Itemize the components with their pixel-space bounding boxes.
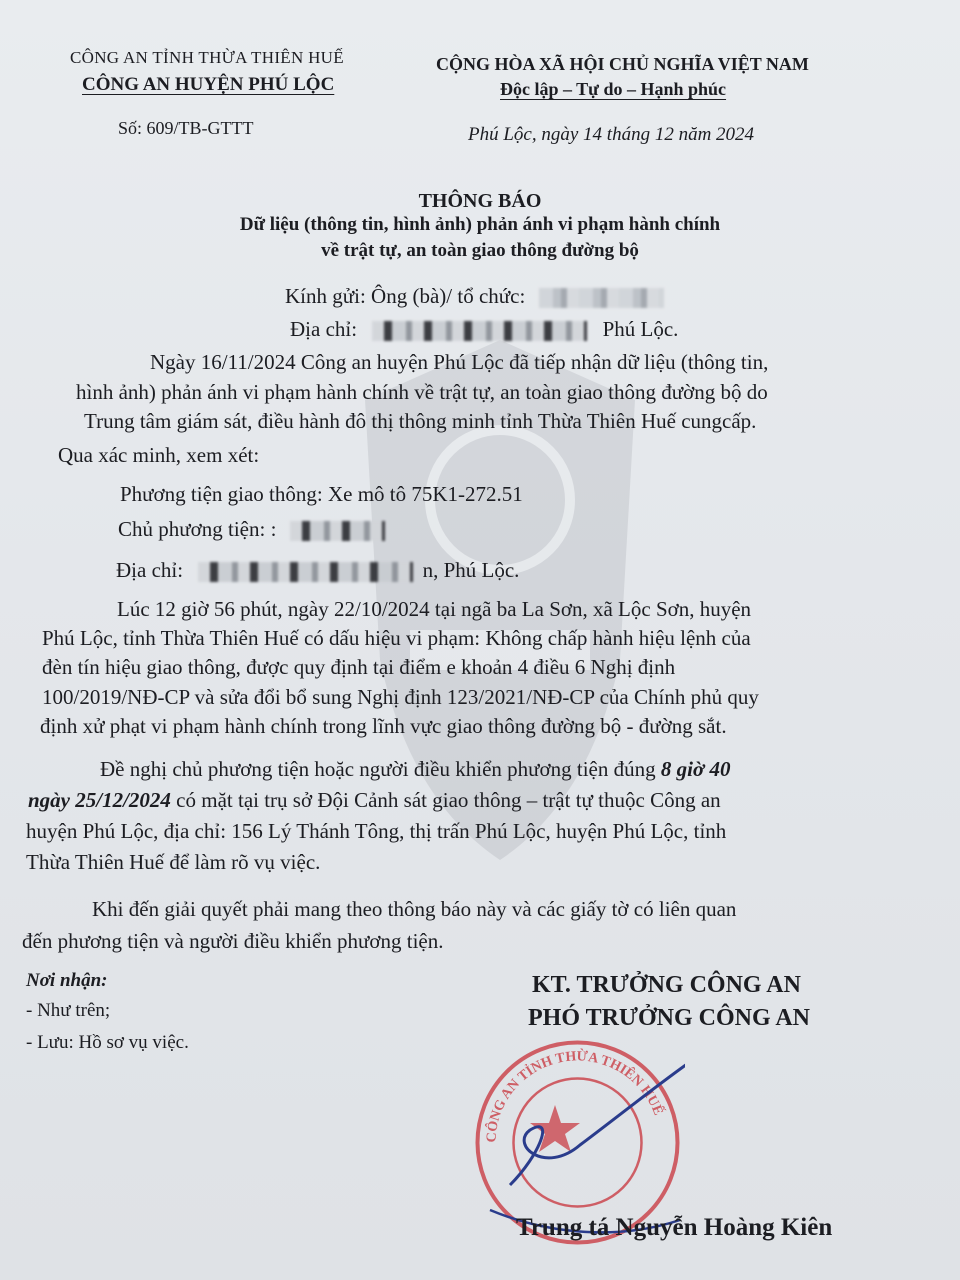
redacted-owner-address [198,562,413,582]
receiver-item-1: - Như trên; [26,1000,111,1021]
para2-line3: đèn tín hiệu giao thông, được quy định tại điểm e khoản 4 điều 6 Nghị định [42,655,676,679]
signer-name: Trung tá Nguyễn Hoàng Kiên [516,1214,833,1241]
seal-text: CÔNG AN TỈNH THỪA THIÊN HUẾ [484,1049,666,1143]
owner-line [118,517,385,542]
para2-line1: Lúc 12 giờ 56 phút, ngày 22/10/2024 tại ngã ba La Sơn, xã Lộc Sơn, huyện [117,597,752,621]
para3-line2 [28,788,721,813]
para4-line1: Khi đến giải quyết phải mang theo thông báo này và các giấy tờ có liên quan [92,897,737,921]
receiver-item-2: - Lưu: Hồ sơ vụ việc. [26,1032,189,1053]
para3-line3: huyện Phú Lộc, địa chỉ: 156 Lý Thánh Tông, thị trấn Phú Lộc, huyện Phú Lộc, tỉnh [26,819,727,843]
para2-line2: Phú Lộc, tỉnh Thừa Thiên Huế có dấu hiệu vi phạm: Không chấp hành hiệu lệnh của [42,626,751,650]
vehicle-line: Phương tiện giao thông: Xe mô tô 75K1-272.51 [120,482,523,506]
recipient-address-line [290,317,678,342]
para3-line1-text: Đề nghị chủ phương tiện hoặc người điều khiển phương tiện đúng [100,757,661,781]
para1-line3: Trung tâm giám sát, điều hành đô thị thông minh tỉnh Thừa Thiên Huế cungcấp. [84,409,757,433]
para1-line2: hình ảnh) phản ánh vi phạm hành chính về trật tự, an toàn giao thông đường bộ do [76,380,768,404]
appointment-time: 8 giờ 40 [660,757,731,781]
recipient-label: Kính gửi: Ông (bà)/ tổ chức: [285,284,526,308]
agency-line-1: CÔNG AN TỈNH THỪA THIÊN HUẾ [70,48,344,67]
redacted-recipient [539,288,664,308]
signature-title-2: PHÓ TRƯỞNG CÔNG AN [528,1005,811,1031]
nation-title: CỘNG HÒA XÃ HỘI CHỦ NGHĨA VIỆT NAM [436,54,809,74]
place-date: Phú Lộc, ngày 14 tháng 12 năm 2024 [468,124,755,145]
para3-line1 [100,757,730,782]
para4-line2: đến phương tiện và người điều khiển phương tiện. [22,929,444,953]
appointment-date: ngày 25/12/2024 [28,788,171,812]
verify-label: Qua xác minh, xem xét: [58,443,260,467]
document-subtitle-2: về trật tự, an toàn giao thông đường bộ [321,240,639,261]
redacted-owner [290,521,385,541]
para2-line5: định xử phạt vi phạm hành chính trong lĩnh vực giao thông đường bộ - đường sắt. [40,714,727,738]
owner-address-suffix: n, Phú Lộc. [422,558,520,582]
receivers-heading: Nơi nhận: [26,970,108,991]
agency-line-2: CÔNG AN HUYỆN PHÚ LỘC [82,74,335,95]
document-subtitle-1: Dữ liệu (thông tin, hình ảnh) phản ánh vi phạm hành chính [239,214,721,235]
para2-line4: 100/2019/NĐ-CP và sửa đổi bổ sung Nghị định 123/2021/NĐ-CP của Chính phủ quy [42,685,759,709]
signature-title-1: KT. TRƯỞNG CÔNG AN [532,972,801,998]
owner-address-line [116,558,519,583]
nation-motto: Độc lập – Tự do – Hạnh phúc [500,79,727,99]
recipient-address-suffix: Phú Lộc. [602,317,679,341]
document-number: Số: 609/TB-GTTT [118,118,254,138]
recipient-address-label: Địa chỉ: [290,317,358,341]
document-title: THÔNG BÁO [418,190,542,212]
para1-line1: Ngày 16/11/2024 Công an huyện Phú Lộc đã tiếp nhận dữ liệu (thông tin, [150,350,769,374]
owner-address-label: Địa chỉ: [116,558,184,582]
owner-label: Chủ phương tiện: : [118,517,277,541]
recipient-line [285,284,664,309]
para3-line2-text: có mặt tại trụ sở Đội Cảnh sát giao thông – trật tự thuộc Công an [170,788,721,812]
redacted-address [372,321,587,341]
para3-line4: Thừa Thiên Huế để làm rõ vụ việc. [26,850,321,874]
